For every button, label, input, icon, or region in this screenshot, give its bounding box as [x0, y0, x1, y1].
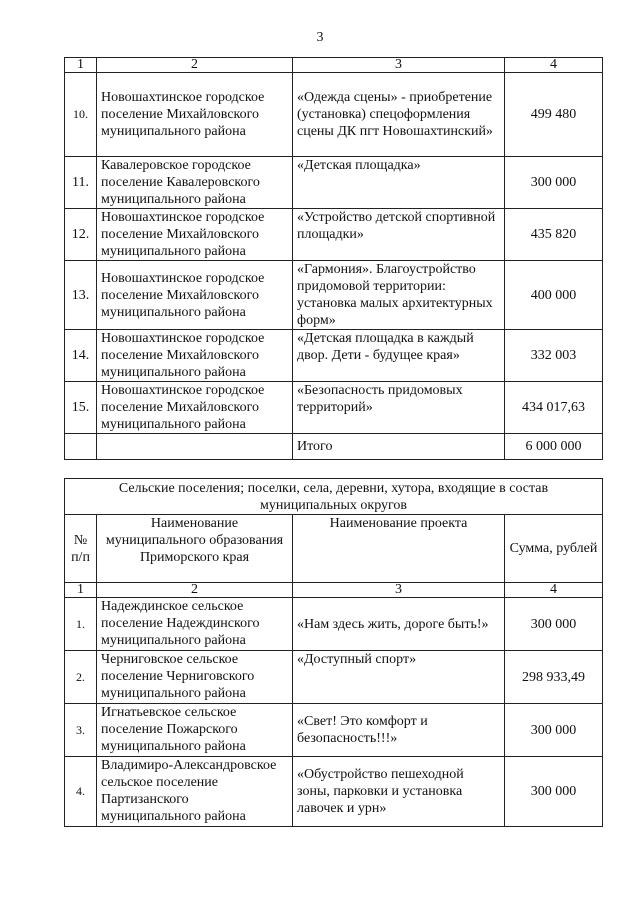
- section-title: Сельские поселения; поселки, села, деревни, хутора, входящие в состав муниципальных округов: [65, 479, 603, 515]
- table-row: [65, 330, 603, 382]
- header-col-2: 2: [97, 58, 293, 73]
- table-row: [65, 651, 603, 704]
- row-number: 3.: [65, 704, 97, 757]
- row-number: 1.: [65, 598, 97, 651]
- total-label: Итого: [293, 434, 505, 460]
- page-number: 3: [316, 30, 324, 45]
- project-cell: «Доступный спорт»: [293, 651, 505, 704]
- table-row: [65, 598, 603, 651]
- sum-cell: 434 017,63: [505, 382, 603, 434]
- municipality-cell: Новошахтинское городское поселение Михайловского муниципального района: [97, 73, 293, 157]
- municipality-cell: Игнатьевское сельское поселение Пожарского муниципального района: [97, 704, 293, 757]
- row-number: 13.: [65, 261, 97, 330]
- header-col-3: 3: [293, 58, 505, 73]
- table-header-row: [65, 58, 603, 73]
- header-col-4: 4: [505, 583, 603, 598]
- sum-cell: 298 933,49: [505, 651, 603, 704]
- sum-cell: 300 000: [505, 704, 603, 757]
- municipality-cell: Новошахтинское городское поселение Михайловского муниципального района: [97, 209, 293, 261]
- section-title-row: [65, 479, 603, 515]
- rural-projects-table: [64, 478, 603, 827]
- table-row: [65, 261, 603, 330]
- urban-projects-table: [64, 57, 603, 460]
- project-cell: «Обустройство пешеходной зоны, парковки и установка лавочек и урн»: [293, 757, 505, 827]
- project-cell: «Детская площадка в каждый двор. Дети - будущее края»: [293, 330, 505, 382]
- row-number: 4.: [65, 757, 97, 827]
- header-col-1: 1: [65, 58, 97, 73]
- col-project-title: Наименование проекта: [293, 515, 505, 583]
- sum-cell: 435 820: [505, 209, 603, 261]
- row-number: 14.: [65, 330, 97, 382]
- municipality-cell: Кавалеровское городское поселение Кавалеровского муниципального района: [97, 157, 293, 209]
- table-row: [65, 382, 603, 434]
- municipality-cell: Черниговское сельское поселение Черниговского муниципального района: [97, 651, 293, 704]
- empty-cell: [65, 434, 97, 460]
- header-col-2: 2: [97, 583, 293, 598]
- sum-cell: 400 000: [505, 261, 603, 330]
- col-number-title: № п/п: [65, 515, 97, 583]
- row-number: 12.: [65, 209, 97, 261]
- project-cell: «Безопасность придомовых территорий»: [293, 382, 505, 434]
- municipality-cell: Надеждинское сельское поселение Надеждинского муниципального района: [97, 598, 293, 651]
- table-row: [65, 704, 603, 757]
- row-number: 15.: [65, 382, 97, 434]
- row-number: 2.: [65, 651, 97, 704]
- header-col-1: 1: [65, 583, 97, 598]
- table-header-row: [65, 583, 603, 598]
- sum-cell: 300 000: [505, 757, 603, 827]
- municipality-cell: Владимиро-Александровское сельское поселение Партизанского муниципального района: [97, 757, 293, 827]
- sum-cell: 332 003: [505, 330, 603, 382]
- sum-cell: 300 000: [505, 157, 603, 209]
- project-cell: «Свет! Это комфорт и безопасность!!!»: [293, 704, 505, 757]
- table-row: [65, 157, 603, 209]
- header-col-4: 4: [505, 58, 603, 73]
- municipality-cell: Новошахтинское городское поселение Михайловского муниципального района: [97, 382, 293, 434]
- row-number: 10.: [65, 73, 97, 157]
- total-row: [65, 434, 603, 460]
- project-cell: «Гармония». Благоустройство придомовой территории: установка малых архитектурных форм»: [293, 261, 505, 330]
- column-titles-row: [65, 515, 603, 583]
- project-cell: «Нам здесь жить, дороге быть!»: [293, 598, 505, 651]
- row-number: 11.: [65, 157, 97, 209]
- header-col-3: 3: [293, 583, 505, 598]
- municipality-cell: Новошахтинское городское поселение Михайловского муниципального района: [97, 330, 293, 382]
- sum-cell: 300 000: [505, 598, 603, 651]
- table-row: [65, 73, 603, 157]
- empty-cell: [97, 434, 293, 460]
- project-cell: «Одежда сцены» - приобретение (установка) спецоформления сцены ДК пгт Новошахтинский»: [293, 73, 505, 157]
- municipality-cell: Новошахтинское городское поселение Михайловского муниципального района: [97, 261, 293, 330]
- sum-cell: 499 480: [505, 73, 603, 157]
- project-cell: «Устройство детской спортивной площадки»: [293, 209, 505, 261]
- project-cell: «Детская площадка»: [293, 157, 505, 209]
- table-row: [65, 209, 603, 261]
- table-row: [65, 757, 603, 827]
- total-sum: 6 000 000: [505, 434, 603, 460]
- col-sum-title: Сумма, рублей: [505, 515, 603, 583]
- col-municipality-title: Наименование муниципального образования Приморского края: [97, 515, 293, 583]
